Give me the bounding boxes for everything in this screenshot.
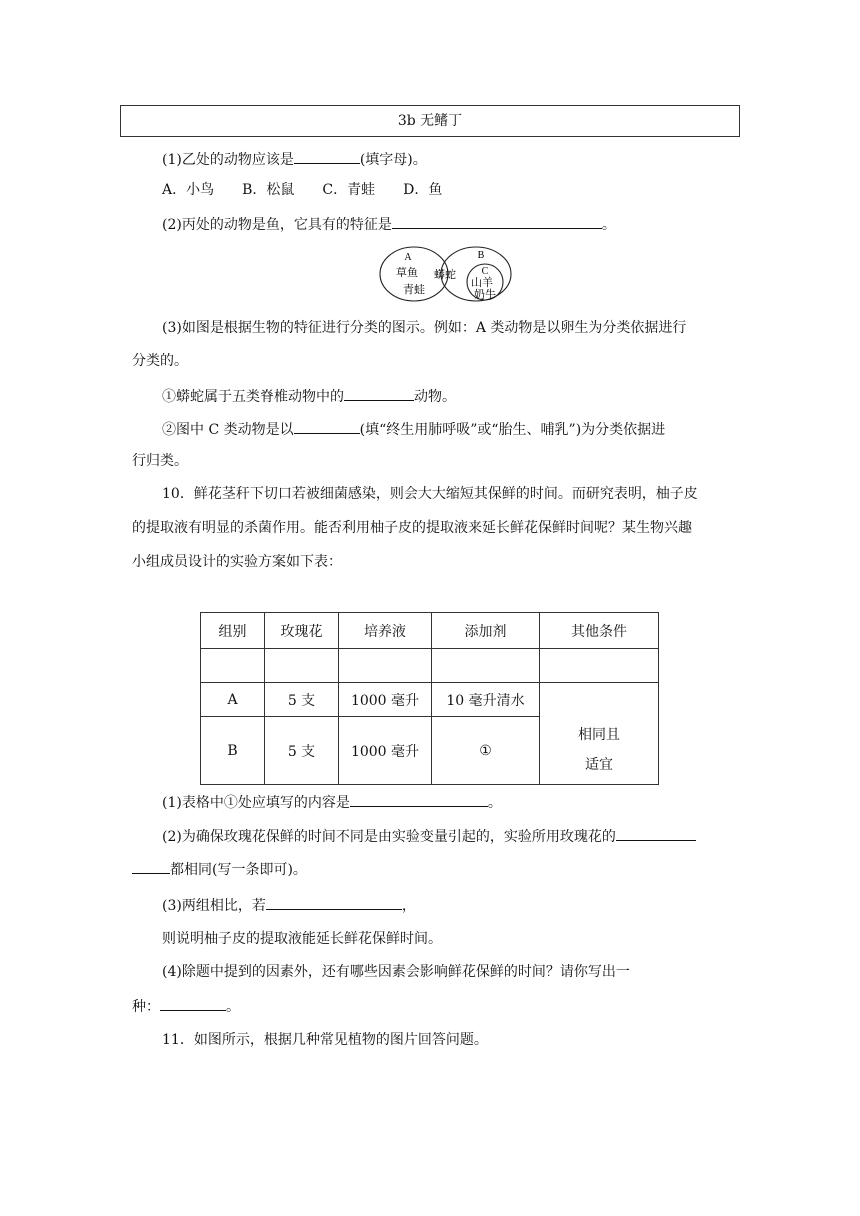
q10-sub4: (4)除题中提到的因素外，还有哪些因素会影响鲜花保鲜的时间？请你写出一 xyxy=(162,964,630,980)
table-cell xyxy=(265,649,339,683)
q9-part2-tail: 。 xyxy=(601,217,616,233)
venn-label-c: C xyxy=(481,266,489,277)
q10-sub4-head: 种： xyxy=(132,999,160,1015)
table-cell xyxy=(432,649,540,683)
q9-part3b xyxy=(162,418,665,440)
table-cell: 5 支 xyxy=(265,683,339,717)
table-header-row xyxy=(201,613,659,649)
q9-part2 xyxy=(162,213,616,235)
table-row-empty xyxy=(201,649,659,683)
table-cell: 1000 毫升 xyxy=(339,717,432,785)
answer-blank xyxy=(266,894,402,910)
table-row-a xyxy=(201,683,659,717)
q10-sub3-line2: 则说明柚子皮的提取液能延长鲜花保鲜时间。 xyxy=(162,931,442,947)
other-conditions-line2: 适宜 xyxy=(585,757,613,774)
venn-c-item1: 山羊 xyxy=(471,276,493,289)
q10-sub1-text: (1)表格中①处应填写的内容是 xyxy=(162,795,350,811)
option-c: C．青蛙 xyxy=(322,182,376,198)
q9-part3-line1: (3)如图是根据生物的特征进行分类的图示。例如：A 类动物是以卵生为分类依据进行 xyxy=(162,320,687,336)
q10-line2: 的提取液有明显的杀菌作用。能否利用柚子皮的提取液来延长鲜花保鲜时间呢？某生物兴趣 xyxy=(132,520,692,536)
q10-line1: 10．鲜花茎秆下切口若被细菌感染，则会大大缩短其保鲜的时间。而研究表明，柚子皮 xyxy=(162,486,698,502)
q11-prompt: 11．如图所示，根据几种常见植物的图片回答问题。 xyxy=(162,1032,488,1048)
table-cell xyxy=(540,649,659,683)
option-b: B．松鼠 xyxy=(242,182,295,198)
q10-sub3-text: (3)两组相比，若 xyxy=(162,898,266,914)
option-d: D．鱼 xyxy=(403,182,443,198)
table-cell: B xyxy=(201,717,265,785)
table-cell xyxy=(540,683,659,717)
answer-blank xyxy=(160,995,226,1011)
header-cell: 其他条件 xyxy=(540,613,659,649)
table-cell: 1000 毫升 xyxy=(339,683,432,717)
experiment-table xyxy=(200,612,659,785)
q9-part1-text: (1)乙处的动物应该是 xyxy=(162,152,294,168)
table-row-b xyxy=(201,717,659,785)
header-cell: 培养液 xyxy=(339,613,432,649)
q9-part3-line2: 分类的。 xyxy=(132,353,188,369)
venn-overlap: 蟒蛇 xyxy=(434,268,456,281)
q9-options xyxy=(162,180,470,200)
q10-line3: 小组成员设计的实验方案如下表： xyxy=(132,554,342,570)
q10-sub4-tail: 。 xyxy=(226,999,240,1015)
q9-part3b-mid: (填“终生用肺呼吸”或“胎生、哺乳”)为分类依据进 xyxy=(359,422,666,438)
q9-part3a-text: ①蟒蛇属于五类脊椎动物中的 xyxy=(162,389,344,405)
header-cell: 组别 xyxy=(201,613,265,649)
q9-part3b-line2: 行归类。 xyxy=(132,453,188,469)
answer-blank xyxy=(344,385,414,401)
q10-sub2 xyxy=(162,825,696,847)
answer-blank xyxy=(392,213,602,229)
q10-sub4-line2 xyxy=(132,995,240,1017)
answer-blank xyxy=(132,858,170,874)
q10-sub3 xyxy=(162,894,416,916)
header-box: 3b 无鳍丁 xyxy=(120,105,740,137)
answer-blank xyxy=(294,418,360,434)
other-conditions-line1: 相同且 xyxy=(578,727,620,744)
q9-part3b-head: ②图中 C 类动物是以 xyxy=(162,422,294,438)
table-cell: 10 毫升清水 xyxy=(432,683,540,717)
answer-blank xyxy=(294,148,360,164)
q9-part1 xyxy=(162,148,427,170)
q10-sub2-line2 xyxy=(132,858,307,880)
venn-c-item2: 奶牛 xyxy=(474,288,496,301)
venn-diagram xyxy=(378,245,516,307)
q10-sub1-tail: 。 xyxy=(487,795,502,811)
header-cell: 添加剂 xyxy=(432,613,540,649)
header-cell: 玫瑰花 xyxy=(265,613,339,649)
q9-part3a-tail: 动物。 xyxy=(414,389,456,405)
table-cell: 5 支 xyxy=(265,717,339,785)
q10-sub3-tail: ， xyxy=(401,898,416,914)
table-cell xyxy=(339,649,432,683)
option-a: A．小鸟 xyxy=(162,182,215,198)
q9-part1-tail: (填字母)。 xyxy=(359,152,427,168)
table-cell: A xyxy=(201,683,265,717)
table-cell: ① xyxy=(432,717,540,785)
venn-a-item2: 青蛙 xyxy=(403,283,425,296)
q10-sub2-tail: 都相同(写一条即可)。 xyxy=(170,862,307,878)
q10-sub2-text: (2)为确保玫瑰花保鲜的时间不同是由实验变量引起的，实验所用玫瑰花的 xyxy=(162,829,616,845)
other-conditions-cell xyxy=(540,717,659,785)
q9-part2-text: (2)丙处的动物是鱼，它具有的特征是 xyxy=(162,217,392,233)
venn-label-a: A xyxy=(404,252,412,263)
venn-label-b: B xyxy=(477,250,485,261)
table-cell xyxy=(201,649,265,683)
venn-a-item1: 草鱼 xyxy=(396,266,418,279)
answer-blank xyxy=(616,825,696,841)
answer-blank xyxy=(350,791,488,807)
q10-sub1 xyxy=(162,791,502,813)
q9-part3a xyxy=(162,385,456,407)
